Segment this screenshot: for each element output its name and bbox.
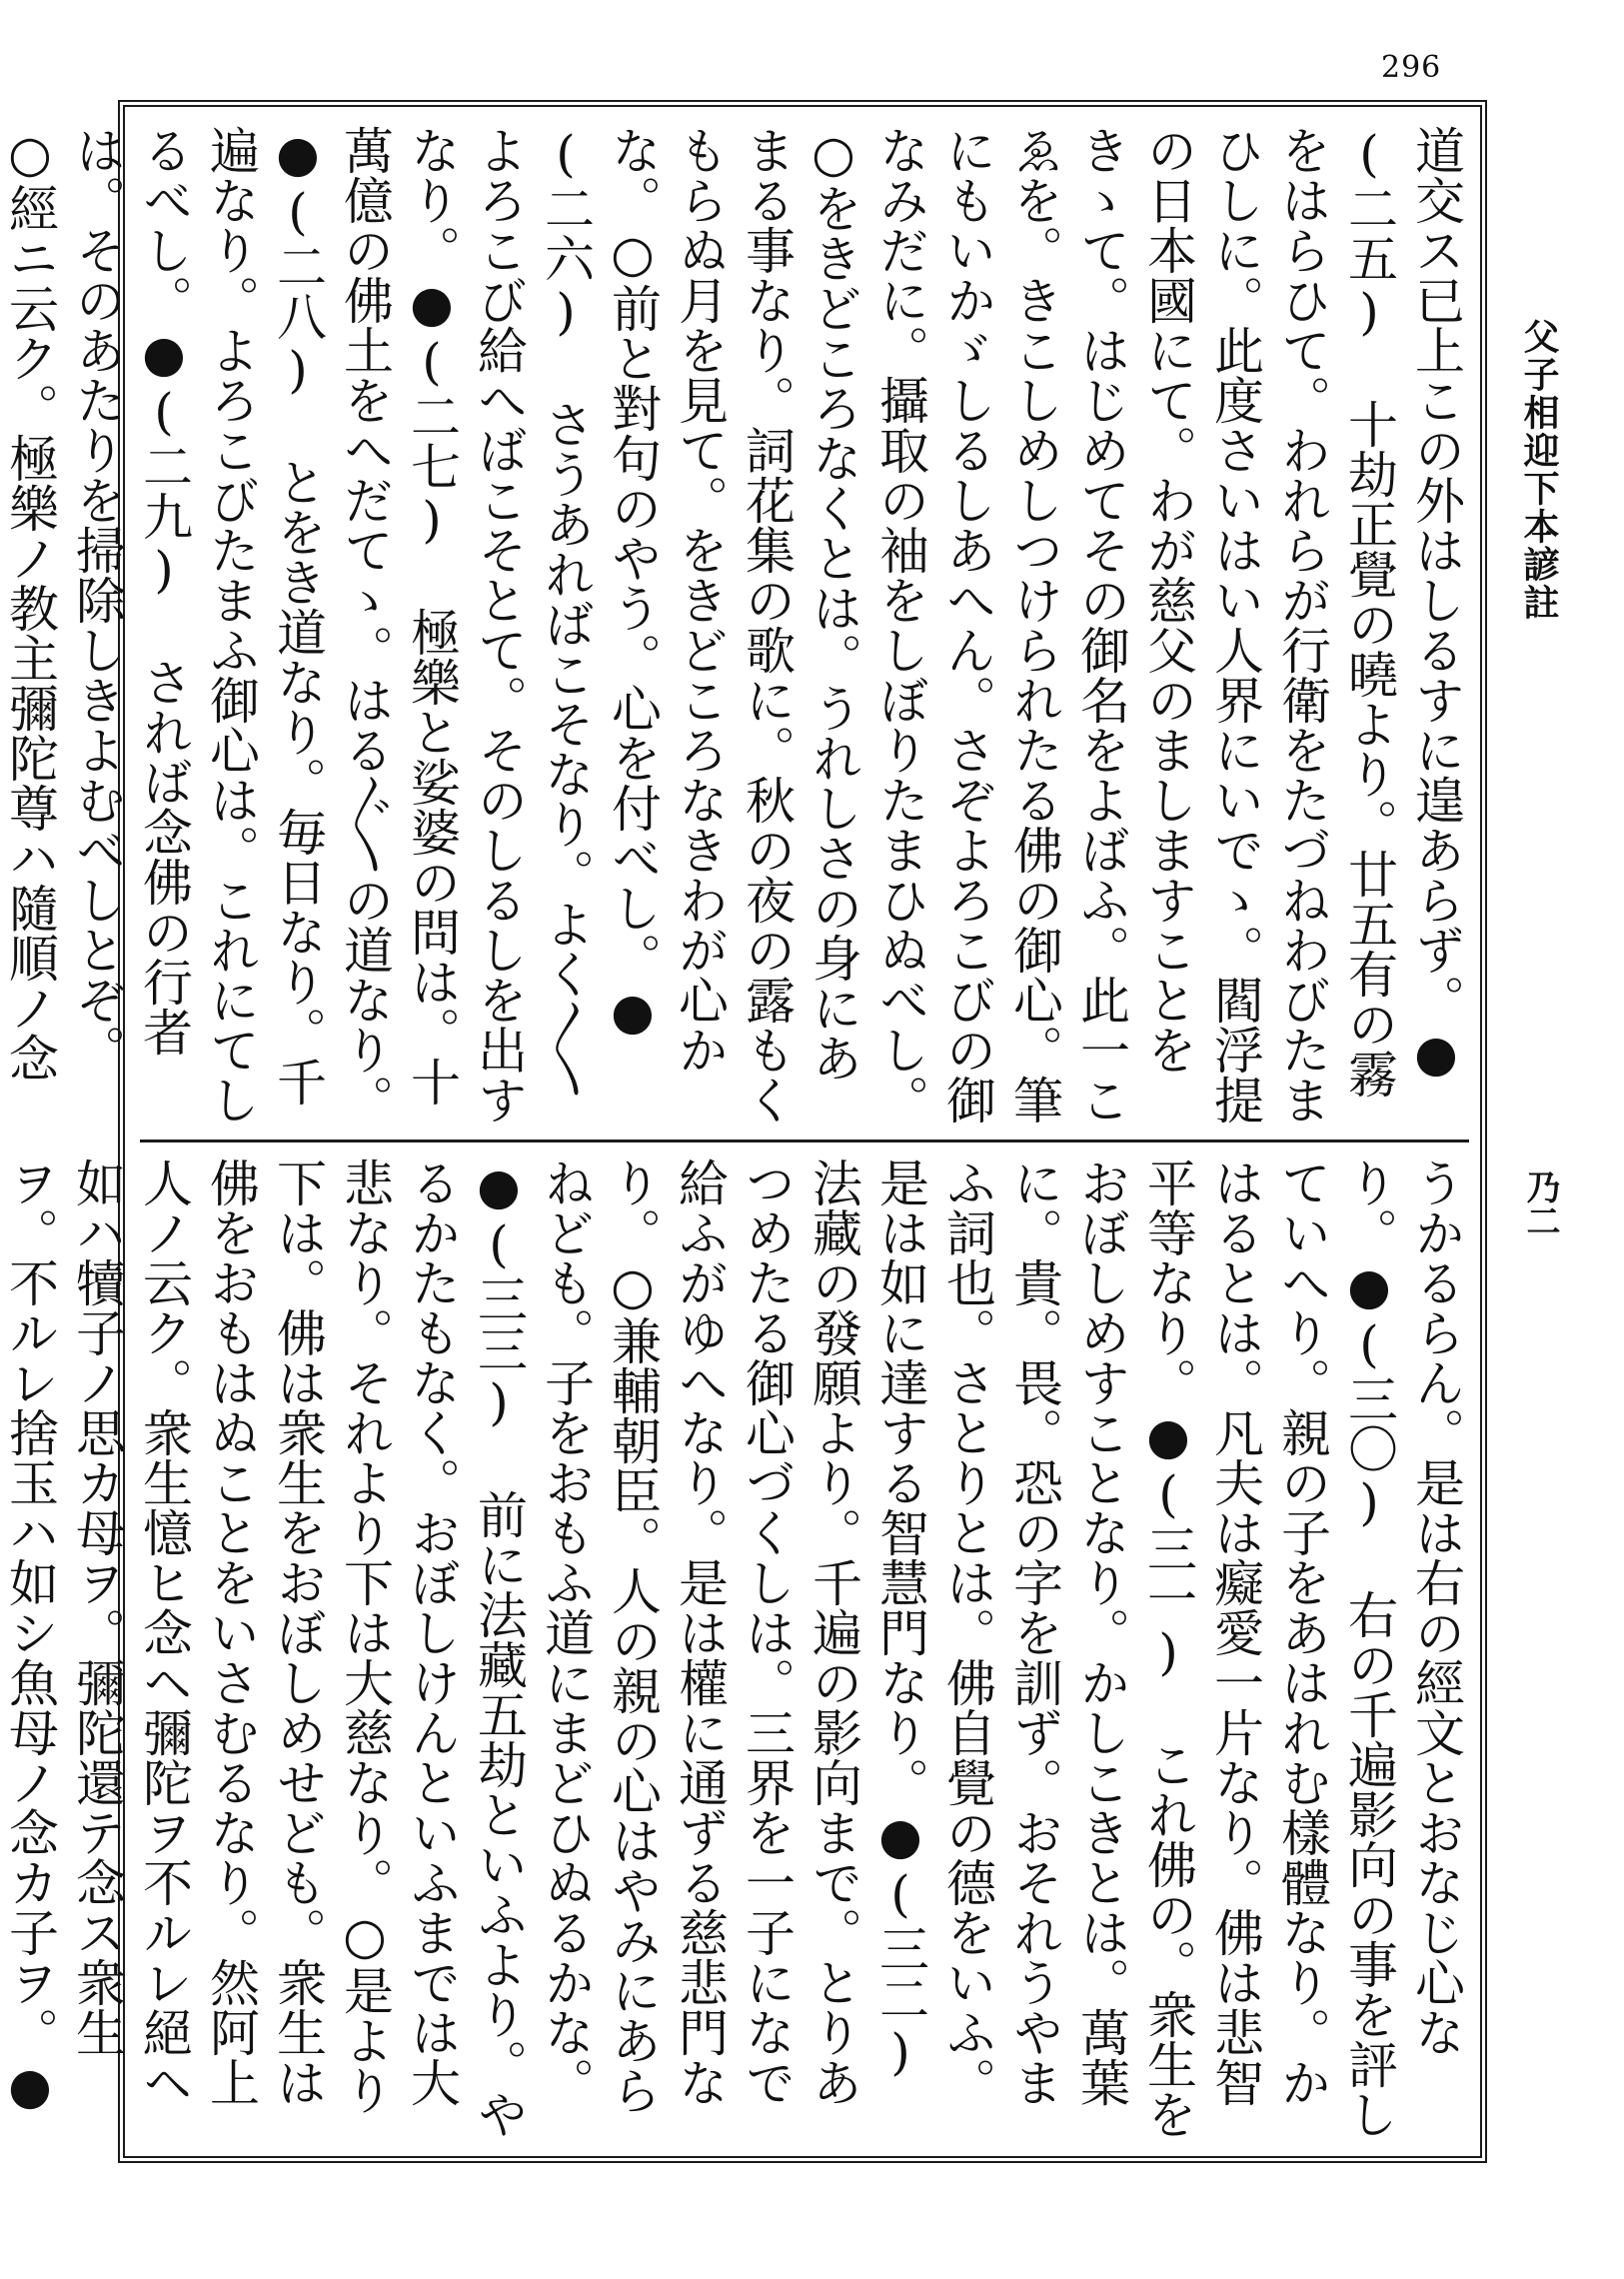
running-title: 父子相迎下本諺註 (1518, 318, 1560, 622)
sheet-signature: 乃二 (1520, 1169, 1560, 1237)
lower-commentary-text: うかるらん。是は右の經文とおなじ心なり。●(三〇) 右の千遍影向の事を評していへり。親の子をあはれむ樣體なり。かはるとは。凡夫は癡愛一片なり。佛は悲智平等なり。●(三一) これ佛の。衆生をおぼしめすことなり。かしこきとは。萬葉に。貴。畏。恐の字を訓ず。おそれうやまふ詞也。さとりとは。佛自覺の德をいふ。是は如に達する智慧門なり。●(三二) 法藏の發願より。千遍の影向まで。とりあつめたる御心づくしは。三界を一子になで給ふがゆへなり。是は權に通ずる慈悲門なり。○兼輔朝臣。人の親の心はやみにあらねども。子をおもふ道にまどひぬるかな。●(三三) 前に法藏五劫といふより。やるかたもなく。おぼしけんといふまでは大悲なり。それより下は大慈なり。○是より下は。佛は衆生をおぼしめせども。衆生は佛をおもはぬことをいさむるなり。然阿上人ノ云ク。衆生憶ヒ念ヘ彌陀ヲ不ルレ絕ヘ如ハ犢子ノ思カ母ヲ。彌陀還テ念ス衆生ヲ。不ルレ捨玉ハ如シ魚母ノ念カ子ヲ。● (1, 1157, 1465, 2139)
page-number: 296 (1381, 50, 1442, 85)
upper-commentary-text: 道交ス已上この外はしるすに遑あらず。●(二五) 十劫正覺の曉より。廿五有の霧をはらひて。われらが行衛をたづねわびたまひしに。此度さいはい人界にいでゝ。閻浮提の日本國にて。わが慈父のましますことをきゝて。はじめてその御名をよばふ。此一こゑを。きこしめしつけられたる佛の御心。筆にもいかゞしるしあへん。さぞよろこびの御なみだに。攝取の袖をしぼりたまひぬべし。○をきどころなくとは。うれしさの身にあまる事なり。詞花集の歌に。秋の夜の露もくもらぬ月を見て。をきどころなきわが心かな。○前と對句のやう。心を付べし。●(二六) さうあればこそなり。よく〳〵よろこび給へばこそとて。そのしるしを出すなり。●(二七) 極樂と娑婆の問は。十萬億の佛土をへだてゝ。はる〴〵の道なり。●(二八) とをき道なり。毎日なり。千遍なり。よろこびたまふ御心は。これにてしるべし。●(二九) されば念佛の行者は。そのあたりを掃除しきよむべしとぞ。○經ニ云ク。極樂ノ教主彌陀尊ハ隨順ノ念 (1, 125, 1465, 1125)
section-divider (140, 1140, 1469, 1142)
